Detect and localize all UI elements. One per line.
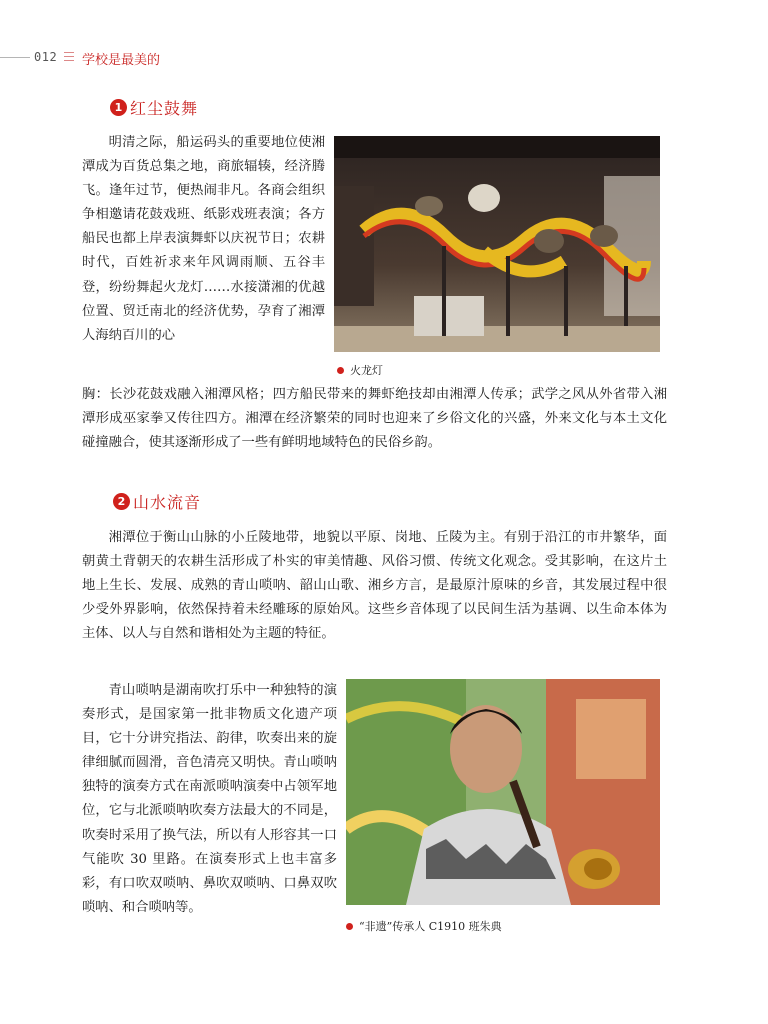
fire-dragon-lantern-image xyxy=(334,136,660,352)
figure-2-caption xyxy=(346,918,502,934)
figure-2-caption-text: “非遗”传承人 C1910 班朱典 xyxy=(359,920,502,933)
section-1-title: 红尘鼓舞 xyxy=(130,99,199,118)
section-2-paragraph-2-text: 青山唢呐是湖南吹打乐中一种独特的演奏形式，是国家第一批非物质文化遗产项目，它十分讲究指法、韵律，吹奏出来的旋律细腻而圆滑，音色清亮又明快。青山唢呐独特的演奏方式在南派唢呐演奏中占领军地位，它与北派唢呐吹奏方法最大的不同是，吹奏时采用了换气法，所以有人形容其一口气能吹 30 里路。在演奏形式上也丰富多彩，有口吹双唢呐、鼻吹双唢呐、口鼻双吹唢呐、和合唢呐等。 xyxy=(82,683,337,915)
section-1-number-badge: 1 xyxy=(110,99,127,116)
figure-1-caption-text: 火龙灯 xyxy=(350,364,383,377)
figure-1-caption xyxy=(337,362,383,378)
caption-bullet-icon xyxy=(337,367,344,374)
running-title: 学校是最美的 xyxy=(82,53,161,68)
section-2-paragraph-1 xyxy=(82,526,667,646)
section-2-number-badge: 2 xyxy=(113,493,130,510)
section-2-paragraph-2 xyxy=(82,679,337,920)
fire-dragon-lantern-photo xyxy=(334,136,660,352)
section-1-paragraph-text: 明清之际，船运码头的重要地位使湘潭成为百货总集之地，商旅辐辏，经济腾飞。逢年过节，便热闹非凡。各商会组织争相邀请花鼓戏班、纸影戏班表演；各方船民也都上岸表演舞虾以庆祝节日；农耕时代，百姓祈求来年风调雨顺、五谷丰登，纷纷舞起火龙灯……水接潇湘的优越位置、贸迁南北的经济优势，孕育了湘潭人海纳百川的心 xyxy=(82,135,325,343)
suona-player-image xyxy=(346,679,660,905)
section-2-paragraph-1-text: 湘潭位于衡山山脉的小丘陵地带，地貌以平原、岗地、丘陵为主。有别于沿江的市井繁华，面朝黄土背朝天的农耕生活形成了朴实的审美情趣、风俗习惯、传统文化观念。受其影响，在这片土地上生长、发展、成熟的青山唢呐、韶山山歌、湘乡方言，是最原汁原味的乡音，其发展过程中很少受外界影响，依然保持着未经雕琢的原始风。这些乡音体现了以民间生活为基调、以生命本体为主体、以人与自然和谐相处为主题的特征。 xyxy=(82,530,667,642)
section-1-paragraph-continued xyxy=(82,383,667,455)
header-separator xyxy=(64,52,74,64)
section-1-paragraph-cont-text: 胸：长沙花鼓戏融入湘潭风格；四方船民带来的舞虾绝技却由湘潭人传承；武学之风从外省带入湘潭形成巫家拳又传往四方。湘潭在经济繁荣的同时也迎来了乡俗文化的兴盛，外来文化与本土文化碰撞融合，使其逐渐形成了一些有鲜明地域特色的民俗乡韵。 xyxy=(82,387,667,451)
page-number: 012 xyxy=(34,50,58,64)
section-1-paragraph xyxy=(82,131,325,348)
suona-player-photo xyxy=(346,679,660,905)
section-2-heading xyxy=(113,490,201,513)
section-2-title: 山水流音 xyxy=(133,493,202,512)
header-rule xyxy=(0,57,30,58)
caption-bullet-icon xyxy=(346,923,353,930)
section-1-heading xyxy=(110,96,198,119)
